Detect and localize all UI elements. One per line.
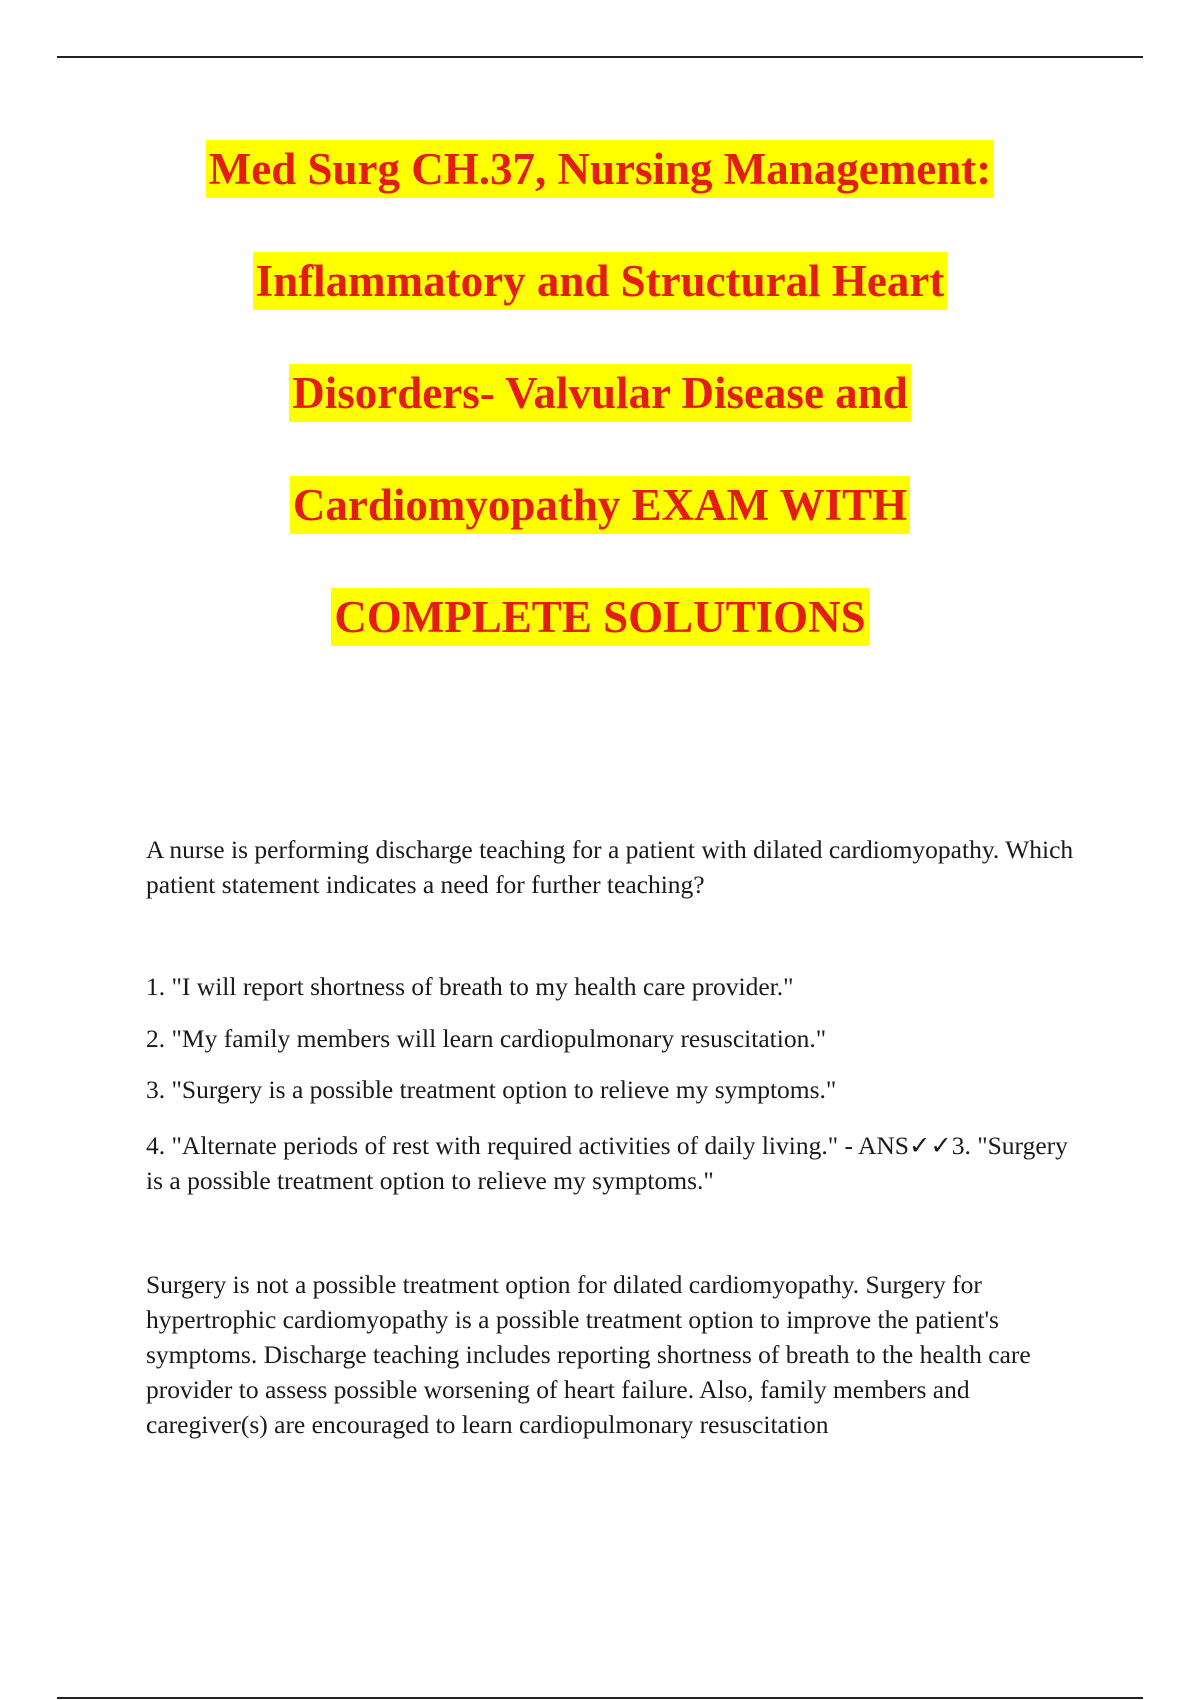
title-line xyxy=(0,140,1200,252)
top-rule xyxy=(57,56,1143,58)
title-line-text: Cardiomyopathy EXAM WITH xyxy=(290,476,910,534)
title-line xyxy=(0,364,1200,476)
rationale-text: Surgery is not a possible treatment option for dilated cardiomyopathy. Surgery for hypertrophic cardiomyopathy is a possible treatment option to improve the patient's symptoms. Discharge teaching includes reporting shortness of breath to the health care provider to assess possible worsening of heart failure. Also, family members and caregiver(s) are encouraged to learn cardiopulmonary resuscitation xyxy=(146,1270,1031,1439)
answer-option-3: 3. "Surgery is a possible treatment option to relieve my symptoms." xyxy=(146,1075,837,1104)
title-line-text: Disorders- Valvular Disease and xyxy=(289,364,910,422)
answer-option-2: 2. "My family members will learn cardiopulmonary resuscitation." xyxy=(146,1024,827,1053)
answer-options xyxy=(146,969,1086,1198)
answer-option-4-with-answer: 4. "Alternate periods of rest with required activities of daily living." - ANS✓✓3. "Surgery is a possible treatment option to relieve my symptoms." xyxy=(146,1131,1068,1195)
title-line-text: COMPLETE SOLUTIONS xyxy=(331,588,868,646)
title-line xyxy=(0,476,1200,588)
title-line xyxy=(0,252,1200,364)
title-line-text: Inflammatory and Structural Heart xyxy=(253,252,948,310)
answer-option-1: 1. "I will report shortness of breath to my health care provider." xyxy=(146,972,794,1001)
bottom-rule xyxy=(57,1697,1143,1699)
title-line-text: Med Surg CH.37, Nursing Management: xyxy=(206,140,994,198)
title-line xyxy=(0,588,1200,700)
document-title xyxy=(0,140,1200,700)
question-text: A nurse is performing discharge teaching for a patient with dilated cardiomyopathy. Which patient statement indicates a need for further teaching? xyxy=(146,835,1074,899)
